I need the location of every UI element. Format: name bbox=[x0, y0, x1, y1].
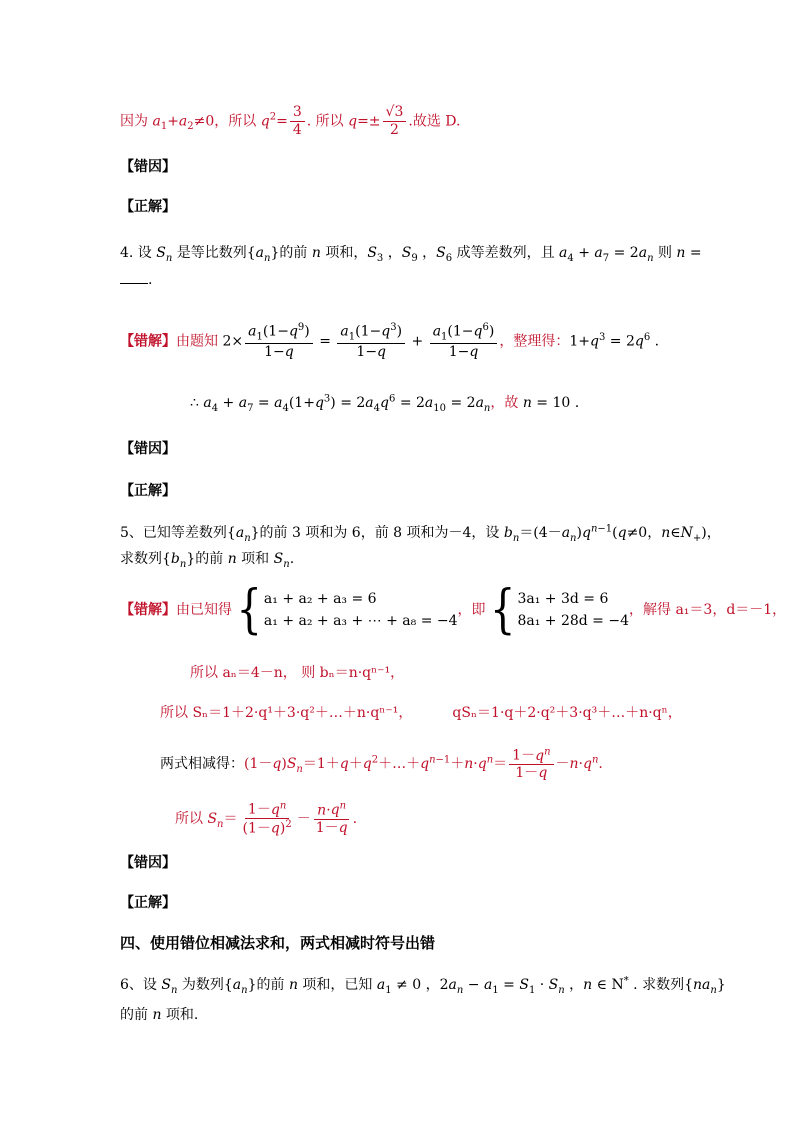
section-heading-4: 四、使用错位相减法求和，两式相减时符号出错 bbox=[120, 934, 436, 952]
p5-reason-label: 【错因】 bbox=[120, 855, 176, 871]
p5-wrong-label: 【错解】 bbox=[120, 602, 176, 618]
p4-answer-blank: . bbox=[120, 272, 152, 288]
p4-reason-label: 【错因】 bbox=[120, 441, 176, 457]
p4-wrong-line1: 【错解】由题知 2× $\frac{a_1(1-q^9)}{1-q}$ = $\frac{a_1(1-q^3)}{1-q}$ + $\frac{a_1(1-q^6)}{1-q}$ ，整理得：$1+q^3 = 2q^6$ . bbox=[120, 322, 660, 361]
prev-solution-line: 因为 $a_1+a_2\ne 0$，所以 $q^2=$ $\frac{3}{4}$ . 所以 q=± $\frac{√3}{2}$ .故选 D. bbox=[120, 104, 461, 138]
p5-correct-label: 【正解】 bbox=[120, 895, 176, 911]
prev-reason-label: 【错因】 bbox=[120, 159, 176, 175]
p5-question-line2: 求数列$\{b_n\}$的前 n 项和 $S_n$. bbox=[120, 551, 295, 570]
p5-step1: 所以 aₙ＝4－n， 则 bₙ＝n·qⁿ⁻¹， bbox=[190, 665, 405, 681]
p5-step4: 所以 $S_n=$ $\frac{1-q^n}{(1-q)^2}$ － $\frac{n\cdot q^n}{1-q}$ . bbox=[175, 800, 358, 838]
p5-step3: 两式相减得：$(1-q)S_n=1+q+q^2+\dots+q^{n-1}+n\cdot q^n=$ $\frac{1-q^n}{1-q}$ $-n\cdot q^n$. bbox=[160, 746, 603, 782]
prev-correct-label: 【正解】 bbox=[120, 199, 176, 215]
p4-question-line1: 4. 设 $S_n$ 是等比数列$\{a_n\}$的前 n 项和，$S_3$ ，$S_9$ ，$S_6$ 成等差数列，且 $a_4 + a_7 = 2a_n$ 则 n = bbox=[120, 245, 702, 264]
p4-correct-label: 【正解】 bbox=[120, 483, 176, 499]
p6-question-line1: 6、设 $S_n$ 为数列$\{a_n\}$的前 n 项和，已知 $a_1 \ne 0$ ，$2a_n - a_1 = S_1 \cdot S_n$ ，n ∈ N* . 求数列$\{na_n\}$ bbox=[120, 975, 726, 996]
p5-wrong-system: 【错解】由已知得 { a₁ + a₂ + a₃ = 6 a₁ + a₂ + a₃ + ⋯ + a₈ = −4 ，即 { 3a₁ + 3d = 6 8a₁ + 28d = −4 ，解得 a₁＝3，d＝－1， bbox=[120, 580, 787, 640]
p6-question-line2: 的前 n 项和. bbox=[120, 1007, 199, 1023]
p4-wrong-line2: ∴ $a_4 + a_7 = a_4(1+q^3) = 2a_4q^6 = 2a_{10} = 2a_n$，故 n = 10 . bbox=[190, 393, 580, 414]
p4-wrong-label: 【错解】 bbox=[120, 333, 176, 350]
p5-step2: 所以 Sₙ＝1＋2·q¹＋3·q²＋…＋n·qⁿ⁻¹， qSₙ＝1·q＋2·q²＋3·q³＋…＋n·qⁿ， bbox=[160, 705, 682, 721]
p5-question-line1: 5、已知等差数列$\{a_n\}$的前 3 项和为 6，前 8 项和为－4，设 $b_n=(4-a_n)q^{n-1}(q\ne 0$，$n\in N_+$)， bbox=[120, 523, 721, 544]
